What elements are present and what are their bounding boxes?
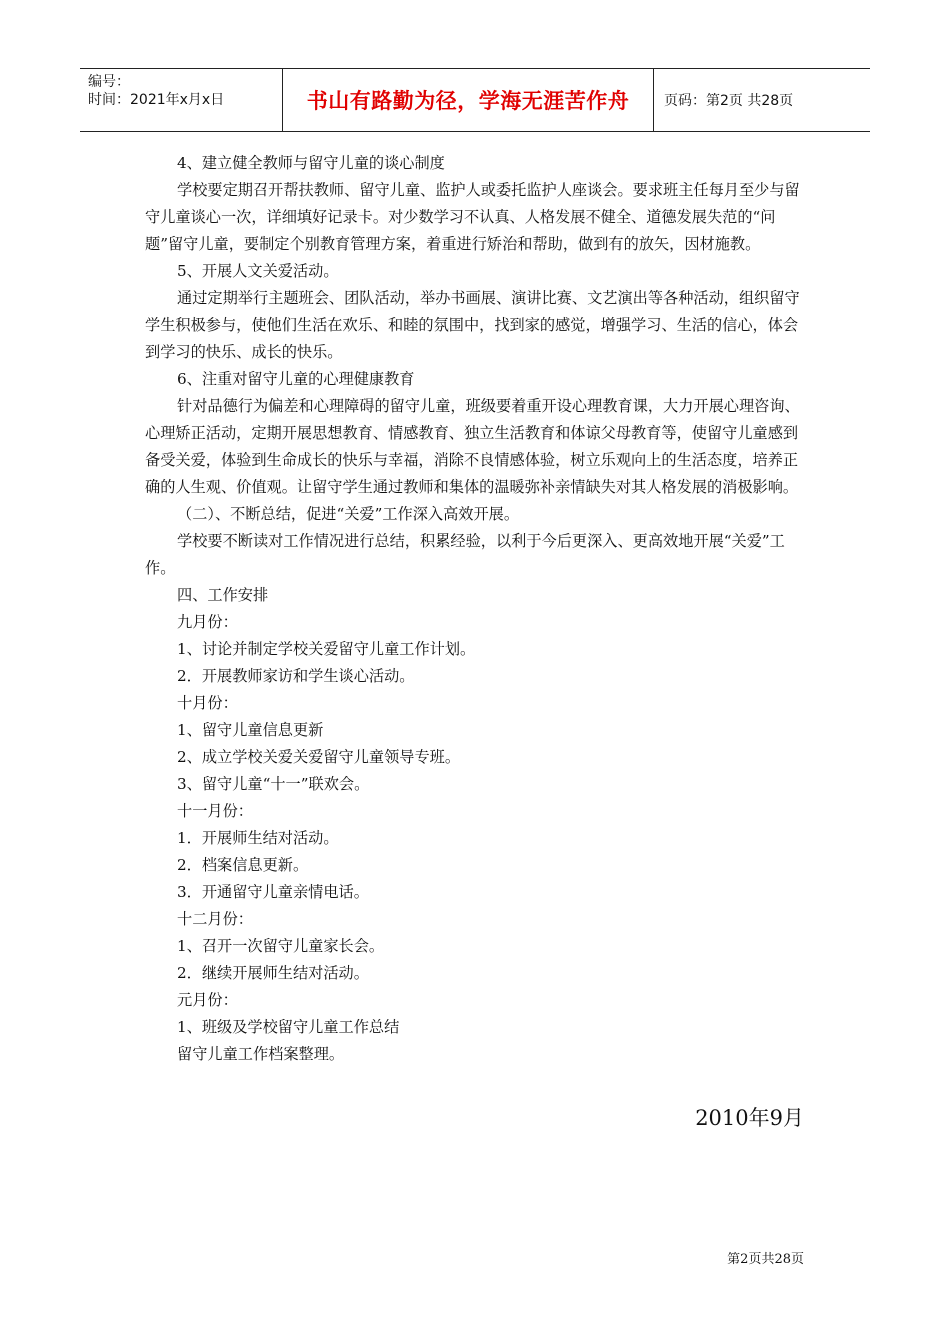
- header-page-cell: [654, 69, 870, 131]
- body-paragraph: 四、工作安排: [177, 586, 269, 604]
- body-paragraph: 3、留守儿童“十一”联欢会。: [177, 775, 370, 793]
- page-footer: 第2页共28页: [727, 1252, 804, 1267]
- page-info: 页码：第2页 共28页: [664, 93, 794, 109]
- page-header: [80, 68, 870, 132]
- body-paragraph: 1、留守儿童信息更新: [177, 721, 324, 739]
- body-paragraph: 九月份：: [177, 613, 238, 631]
- body-paragraph: 2．档案信息更新。: [177, 856, 309, 874]
- body-paragraph: 1．开展师生结对活动。: [177, 829, 339, 847]
- body-paragraph: 1、讨论并制定学校关爱留守儿童工作计划。: [177, 640, 476, 658]
- body-paragraph: 2．继续开展师生结对活动。: [177, 964, 369, 982]
- body-paragraph: 学校要定期召开帮扶教师、留守儿童、监护人或委托监护人座谈会。要求班主任每月至少与留守儿童谈心一次，详细填好记录卡。对少数学习不认真、人格发展不健全、道德发展失范的“问题”留守儿童，要制定个别教育管理方案，着重进行矫治和帮助，做到有的放矢，因材施教。: [145, 181, 800, 253]
- body-paragraph: 3．开通留守儿童亲情电话。: [177, 883, 369, 901]
- body-paragraph: 十一月份：: [177, 802, 253, 820]
- time-label: 时间：2021年x月x日: [88, 92, 225, 108]
- document-body: [145, 150, 807, 1068]
- signature-date: 2010年9月: [695, 1106, 804, 1130]
- body-paragraph: 元月份：: [177, 991, 238, 1009]
- header-motto-cell: [282, 69, 654, 131]
- body-paragraph: 2、成立学校关爱关爱留守儿童领导专班。: [177, 748, 461, 766]
- header-left-cell: [80, 69, 282, 131]
- body-paragraph: 6、注重对留守儿童的心理健康教育: [177, 370, 415, 388]
- body-paragraph: 学校要不断读对工作情况进行总结，积累经验，以利于今后更深入、更高效地开展“关爱”工作。: [145, 532, 785, 577]
- number-label: 编号：: [88, 74, 130, 90]
- body-paragraph: 1、召开一次留守儿童家长会。: [177, 937, 385, 955]
- body-paragraph: 1、班级及学校留守儿童工作总结: [177, 1018, 400, 1036]
- body-paragraph: 十二月份：: [177, 910, 253, 928]
- body-paragraph: 通过定期举行主题班会、团队活动，举办书画展、演讲比赛、文艺演出等各种活动，组织留守学生积极参与，使他们生活在欢乐、和睦的氛围中，找到家的感觉，增强学习、生活的信心，体会到学习的快乐、成长的快乐。: [145, 289, 800, 361]
- body-paragraph: 针对品德行为偏差和心理障碍的留守儿童，班级要着重开设心理教育课，大力开展心理咨询、心理矫正活动，定期开展思想教育、情感教育、独立生活教育和体谅父母教育等，使留守儿童感到备受关爱，体验到生命成长的快乐与幸福，消除不良情感体验，树立乐观向上的生活态度，培养正确的人生观、价值观。让留守学生通过教师和集体的温暖弥补亲情缺失对其人格发展的消极影响。: [145, 397, 800, 496]
- body-paragraph: 5、开展人文关爱活动。: [177, 262, 339, 280]
- body-paragraph: 2．开展教师家访和学生谈心活动。: [177, 667, 415, 685]
- body-paragraph: 留守儿童工作档案整理。: [177, 1045, 345, 1063]
- body-paragraph: （二）、不断总结，促进“关爱”工作深入高效开展。: [177, 505, 520, 523]
- body-paragraph: 4、建立健全教师与留守儿童的谈心制度: [177, 154, 445, 172]
- body-paragraph: 十月份：: [177, 694, 238, 712]
- motto-text: 书山有路勤为径，学海无涯苦作舟: [306, 89, 630, 113]
